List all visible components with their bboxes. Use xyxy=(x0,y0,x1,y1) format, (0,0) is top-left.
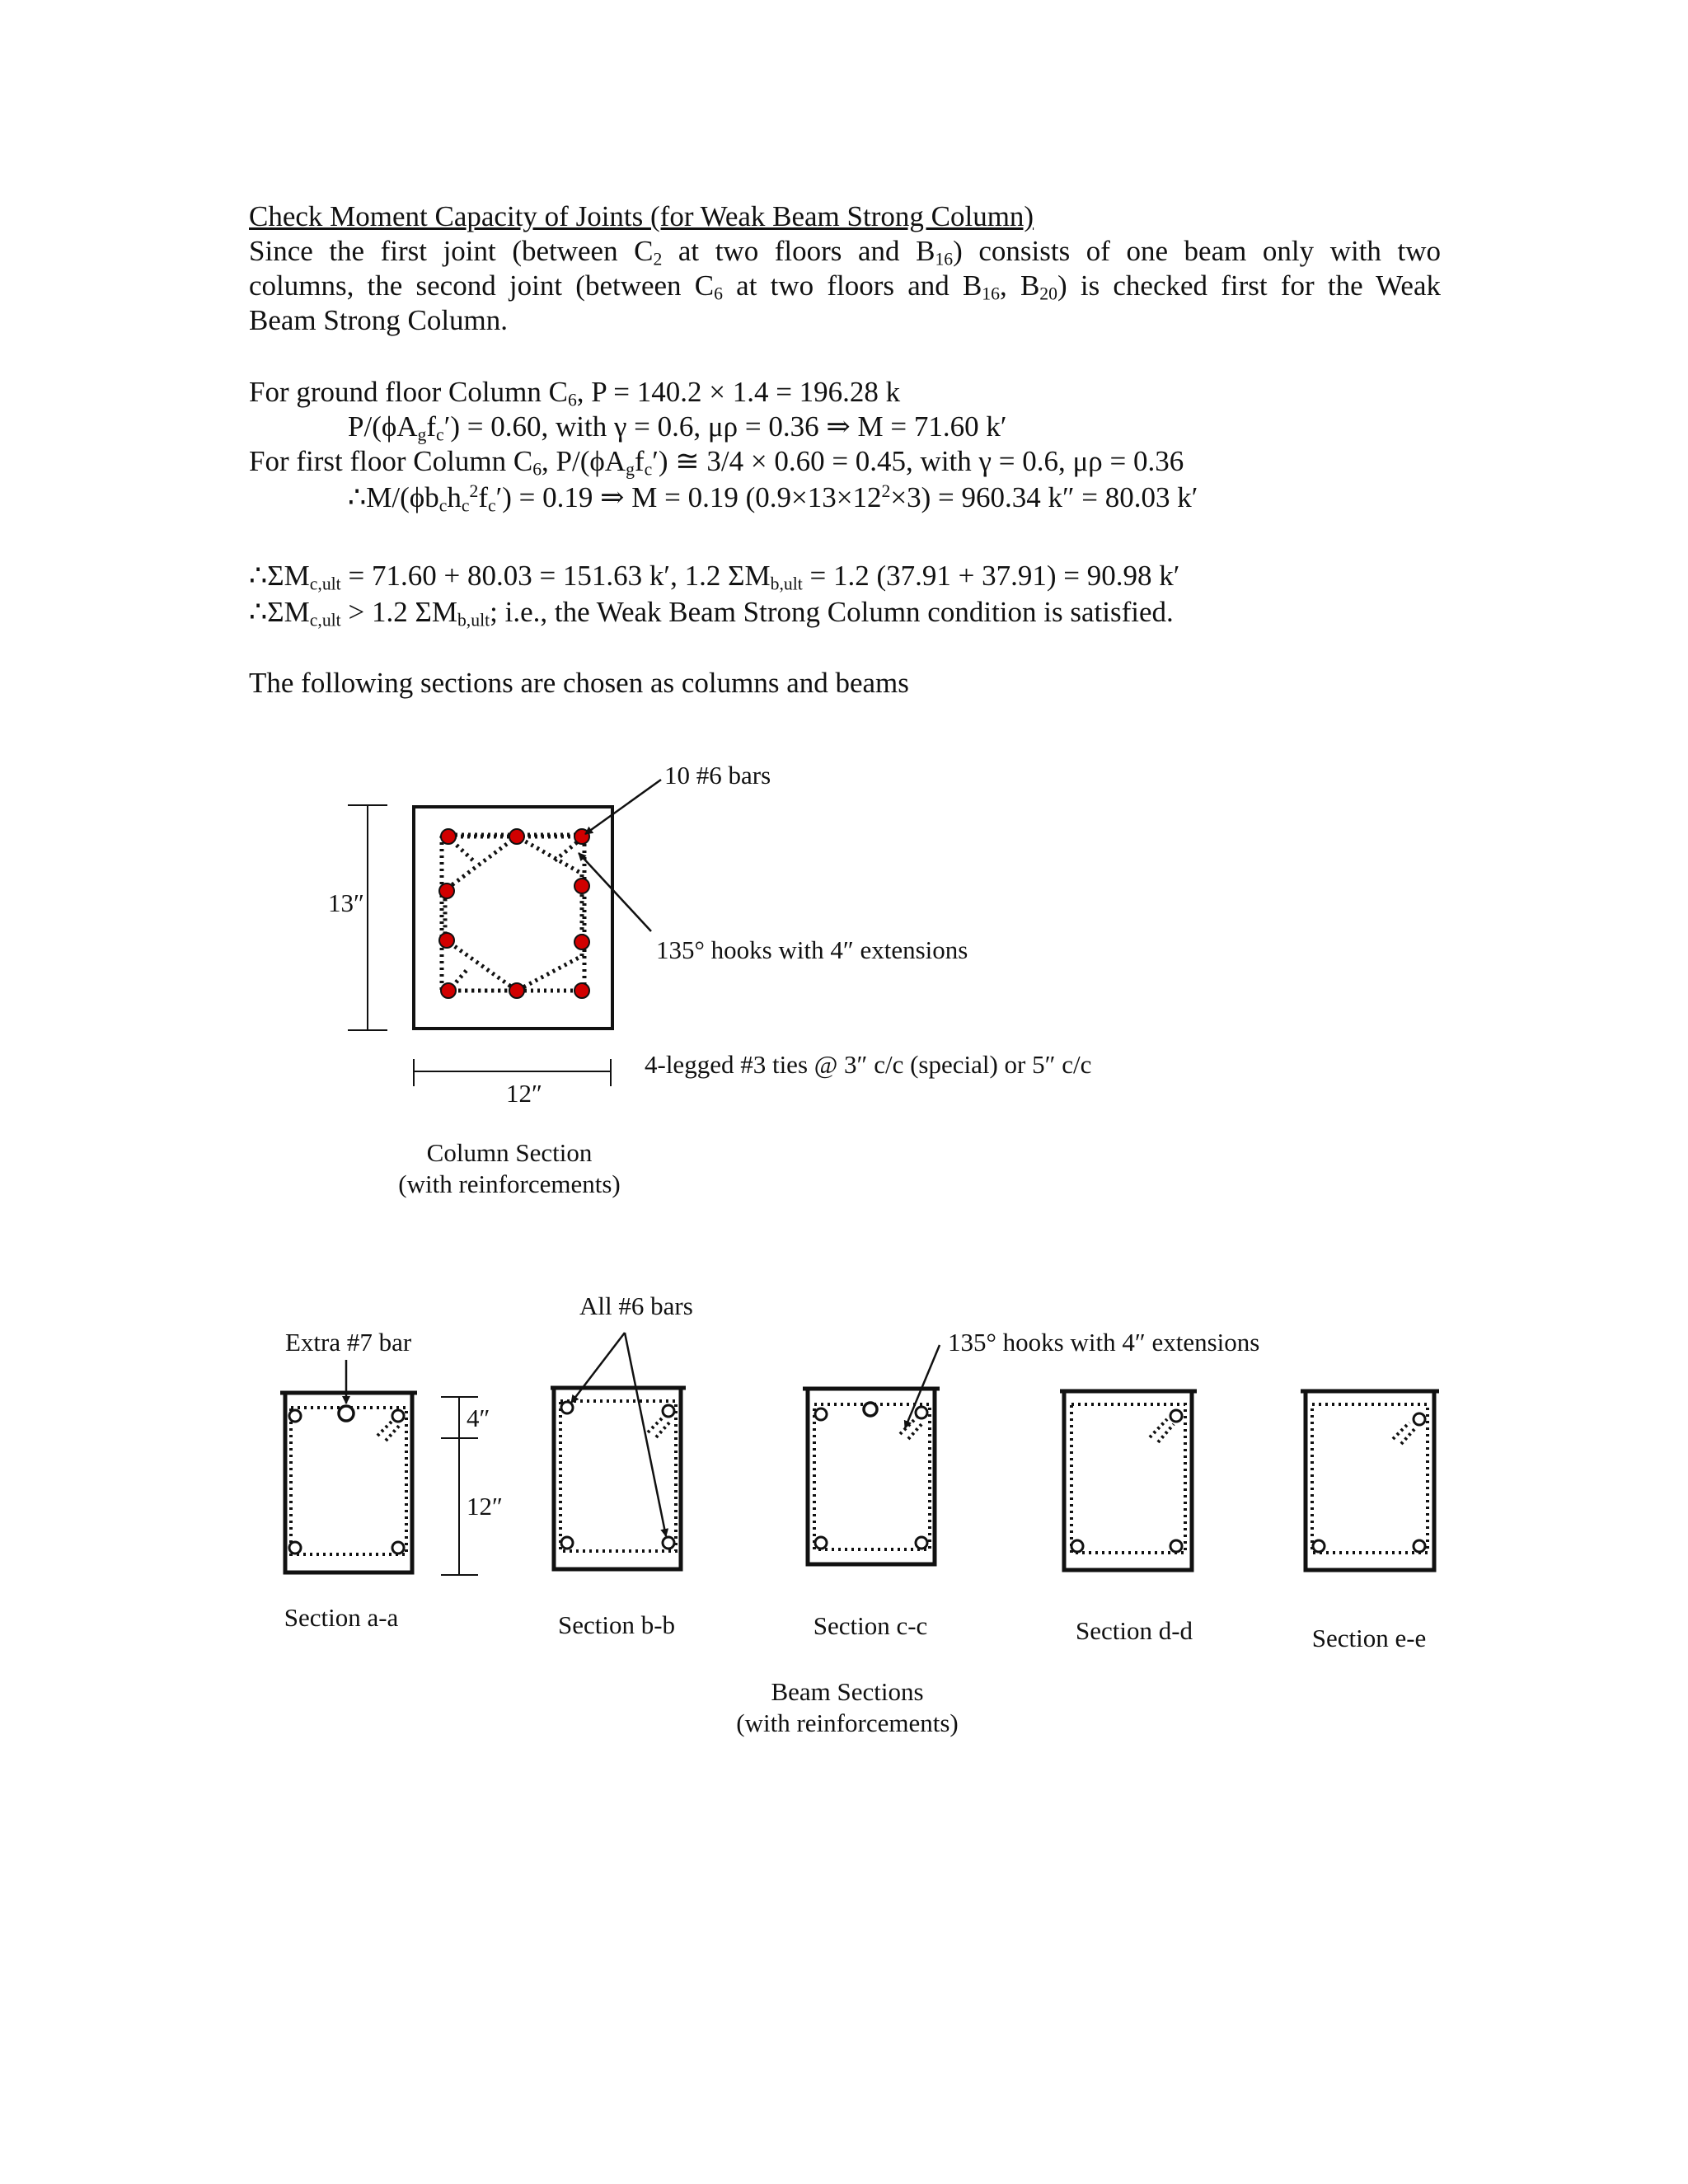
beam-section-a xyxy=(280,1393,417,1572)
bars-label: 10 #6 bars xyxy=(664,761,771,790)
extra-bar-label: Extra #7 bar xyxy=(285,1328,412,1357)
beam-caption-line-2: (with reinforcements) xyxy=(736,1708,959,1737)
beam-caption-line-1: Beam Sections xyxy=(771,1677,924,1706)
all-bars-arrow-2 xyxy=(625,1333,666,1536)
intro-line-1: Since the first joint (between $C_2$ at two floors and $B_{16}$) consists of one beam only with two xyxy=(249,235,1441,269)
condition-line: $\therefore\Sigma M_{c,ult} > 1.2$ $\Sigma M_{b,ult}$; i.e., the Weak Beam Strong Column condition is satisfied. xyxy=(249,596,1174,630)
all-bars-label: All #6 bars xyxy=(579,1291,693,1320)
column-height-label: 13″ xyxy=(328,888,364,917)
first-floor-moment: $\therefore M/(\phi b_ch_c^2f_c') = 0.19$ ⇒ M = 0.19 $(0.9\times 13\times 12^2\times 3) = 960.34$ k″ = 80.03 k′ xyxy=(348,481,1198,516)
section-a-caption: Section a-a xyxy=(284,1603,399,1632)
section-e-caption: Section e-e xyxy=(1311,1624,1427,1652)
section-d-caption: Section d-d xyxy=(1075,1616,1193,1645)
hooks-label: 135° hooks with 4″ extensions xyxy=(656,935,968,964)
section-b-caption: Section b-b xyxy=(557,1610,676,1639)
beam-section-c xyxy=(803,1389,940,1564)
beam-section-b xyxy=(551,1388,686,1569)
column-caption-line-1: Column Section xyxy=(426,1138,593,1167)
intro-line-3: Beam Strong Column. xyxy=(249,304,509,336)
following-sections-line: The following sections are chosen as columns and beams xyxy=(249,667,909,699)
section-c-caption: Section c-c xyxy=(813,1611,928,1640)
ground-floor-ratio: $P/(\phi A_gf_c') = 0.60$, with γ = 0.6, μρ = 0.36 ⇒ M = 71.60 k′ xyxy=(348,410,1007,445)
ground-floor-line: For ground floor Column $C_6$, P = 140.2 × 1.4 = 196.28 k xyxy=(249,376,901,410)
first-floor-line: For first floor Column $C_6$, $P/(\phi A_gf_c')$ ≅ 3/4 × 0.60 = 0.45, with γ = 0.6, μρ = 0.36 xyxy=(249,445,1184,480)
beam-dim-top-label: 4″ xyxy=(467,1404,490,1432)
ties-label: 4-legged #3 ties @ 3″ c/c (special) or 5″ c/c xyxy=(645,1050,1092,1079)
beam-section-e xyxy=(1301,1391,1439,1570)
section-heading: Check Moment Capacity of Joints (for Weak Beam Strong Column) xyxy=(249,200,1034,232)
column-width-label: 12″ xyxy=(506,1079,542,1108)
beam-hooks-label: 135° hooks with 4″ extensions xyxy=(948,1328,1260,1357)
beam-dim-main-label: 12″ xyxy=(467,1492,503,1521)
all-bars-arrow-1 xyxy=(571,1333,625,1403)
column-caption-line-2: (with reinforcements) xyxy=(398,1169,621,1198)
intro-line-2: columns, the second joint (between $C_6$ at two floors and $B_{16}$, $B_{20}$) is checked first for the Weak xyxy=(249,269,1441,304)
sum-moments-line: $\therefore\Sigma M_{c,ult} = 71.60 + 80.03 = 151.63$ k′, 1.2 $\Sigma M_{b,ult} = 1.2$ (37.91 + 37.91) = 90.98 k′ xyxy=(249,560,1180,594)
beam-section-d xyxy=(1060,1391,1197,1570)
